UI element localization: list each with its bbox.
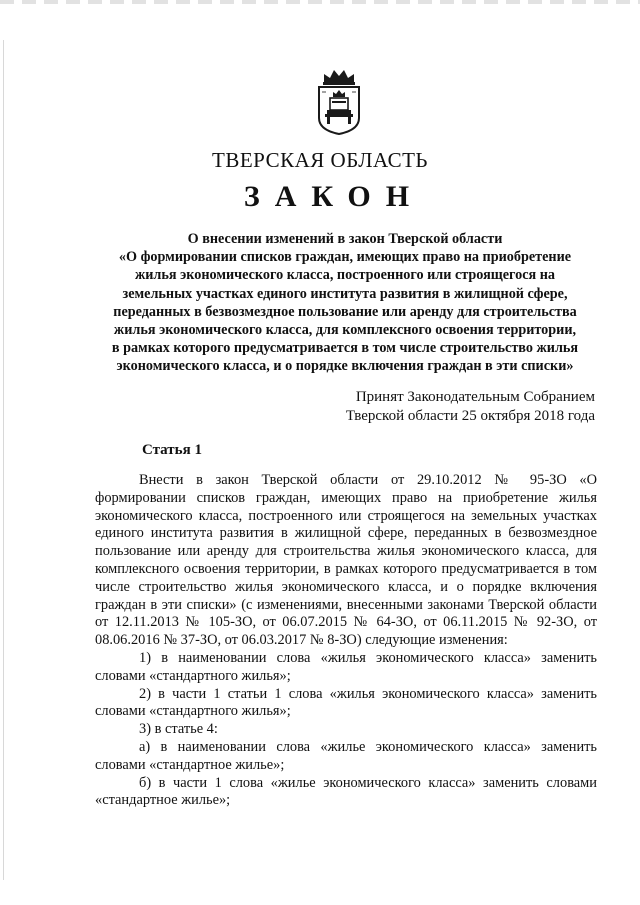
- scan-artifact-top: [0, 0, 640, 4]
- coat-of-arms-emblem: [314, 68, 364, 136]
- document-type-title: ЗАКОН: [243, 180, 425, 213]
- amendment-item: 2) в части 1 статьи 1 слова «жилья экономического класса» заменить словами «стандартного жилья»;: [95, 685, 597, 720]
- adoption-note-line: Принят Законодательным Собранием: [355, 389, 595, 405]
- law-heading-line: жилья экономического класса, построенного или строящегося на: [134, 267, 556, 284]
- article-intro-paragraph: Внести в закон Тверской области от 29.10.2012 № 95-ЗО «О формировании списков граждан, имеющих право на приобретение жилья экономического класса, построенного или строящегося на земельных участках единого института развития в жилищной сфере, переданных в безвозмездное пользование или аренду для строительства жилья экономического класса, для комплексного освоения территории, в рамках которого предусматривается в том числе строительство жилья экономического класса, и о порядке включения граждан в эти списки» (с изменениями, внесенными законами Тверской области от 12.11.2013 № 105-ЗО, от 06.07.2015 № 64-ЗО, от 06.11.2015 № 92-ЗО, от 08.06.2016 № 37-ЗО, от 06.03.2017 № 8-ЗО) следующие изменения:: [95, 472, 597, 649]
- coat-of-arms-icon: [314, 68, 364, 136]
- adoption-note-line: Тверской области 25 октября 2018 года: [345, 408, 595, 424]
- article-title: Статья 1: [142, 442, 202, 458]
- law-heading-line: земельных участках единого института развития в жилищной сфере,: [122, 285, 568, 302]
- article-body: [95, 472, 597, 810]
- law-heading-line: О внесении изменений в закон Тверской области: [187, 231, 503, 247]
- law-heading-line: переданных в безвозмездное пользование или аренду для строительства: [113, 303, 577, 320]
- amendment-item: 1) в наименовании слова «жилья экономического класса» заменить словами «стандартного жилья»;: [95, 649, 597, 684]
- law-heading-line: в рамках которого предусматривается в том числе строительство жилья: [111, 340, 579, 357]
- adoption-note: [300, 388, 595, 426]
- law-heading: [95, 230, 595, 376]
- amendment-item: 3) в статье 4:: [139, 721, 218, 738]
- amendment-subitem: а) в наименовании слова «жилье экономического класса» заменить словами «стандартное жилье»;: [95, 738, 597, 773]
- amendment-subitem: б) в части 1 слова «жилье экономического класса» заменить словами «стандартное жилье»;: [95, 774, 597, 809]
- region-title: ТВЕРСКАЯ ОБЛАСТЬ: [212, 148, 428, 172]
- law-heading-line: «О формировании списков граждан, имеющих право на приобретение: [118, 249, 572, 266]
- law-heading-line: экономического класса, и о порядке включения граждан в эти списки»: [116, 358, 574, 375]
- law-heading-line: жилья экономического класса, для комплексного освоения территории,: [113, 322, 577, 339]
